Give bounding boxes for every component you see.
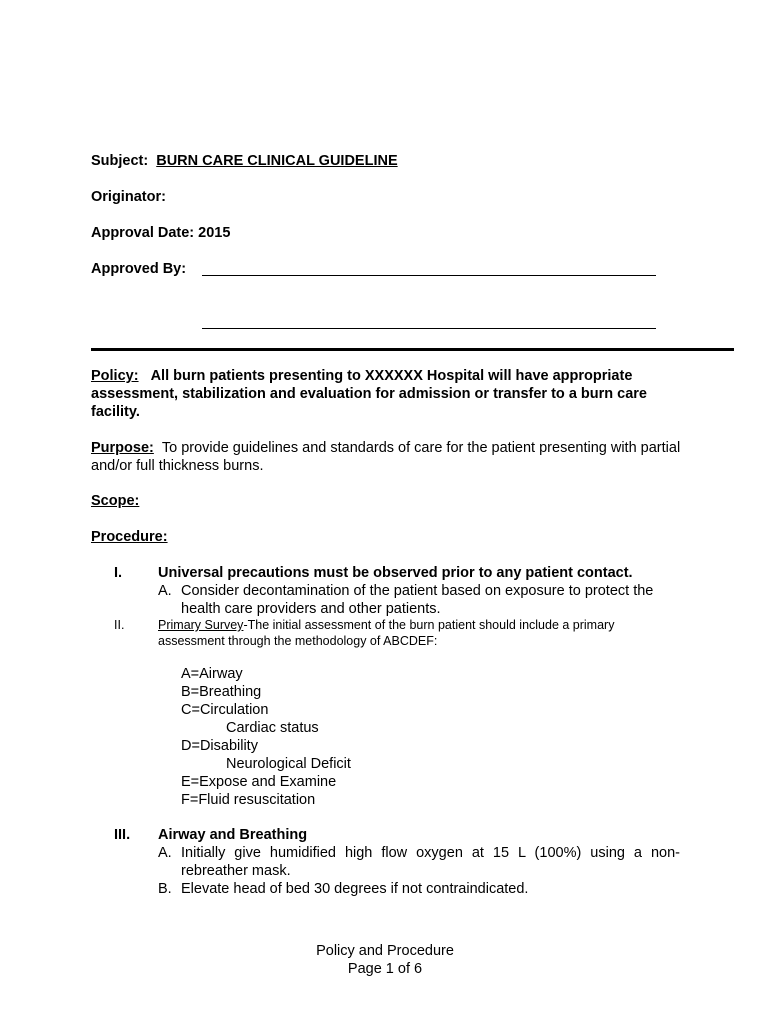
signature-line-1: [202, 275, 656, 276]
abcdef-subitem: Neurological Deficit: [226, 756, 351, 772]
section-divider: [91, 348, 734, 351]
section-2-numeral: II.: [114, 618, 125, 632]
approval-date-value: 2015: [198, 225, 231, 241]
section-3-title: Airway and Breathing: [158, 827, 308, 843]
originator-label: Originator:: [91, 189, 166, 205]
section-2-text-line1: -The initial assessment of the burn patient should include a primary: [243, 618, 615, 632]
section-3-item-b-letter: B.: [158, 881, 172, 897]
abcdef-item: B=Breathing: [181, 684, 262, 700]
approved-by-label: Approved By:: [91, 261, 187, 277]
subject-line: [91, 153, 398, 169]
section-1-item-a-line1: Consider decontamination of the patient based on exposure to protect the: [181, 583, 654, 599]
section-3-item-a-line1: Initially give humidified high flow oxygen at 15 L (100%) using a non-: [181, 845, 680, 861]
section-2-text-line2: assessment through the methodology of ABCDEF:: [158, 634, 438, 648]
abcdef-item: E=Expose and Examine: [181, 774, 337, 790]
purpose-label: Purpose:: [91, 440, 154, 456]
subject-value: BURN CARE CLINICAL GUIDELINE: [156, 153, 398, 169]
section-3-item-b-line1: Elevate head of bed 30 degrees if not contraindicated.: [181, 881, 529, 897]
primary-survey-link: Primary Survey: [158, 618, 244, 632]
policy-text: All burn patients presenting to XXXXXX Hospital will have appropriate assessment, stabilization and evaluation for admission or transfer to a burn care facility.: [91, 368, 647, 420]
section-3-item-a-line2: rebreather mask.: [181, 863, 291, 879]
purpose-paragraph: [91, 439, 686, 475]
abcdef-item: F=Fluid resuscitation: [181, 792, 316, 808]
abcdef-item: D=Disability: [181, 738, 258, 754]
abcdef-item: C=Circulation: [181, 702, 269, 718]
section-1-item-a-letter: A.: [158, 583, 172, 599]
procedure-label: Procedure:: [91, 529, 168, 545]
signature-line-2: [202, 328, 656, 329]
policy-paragraph: [91, 367, 691, 421]
subject-label: Subject:: [91, 153, 149, 169]
purpose-text: To provide guidelines and standards of care for the patient presenting with partial and/or full thickness burns.: [91, 440, 681, 474]
abcdef-subitem: Cardiac status: [226, 720, 319, 736]
footer-title: Policy and Procedure: [316, 943, 454, 959]
section-3-item-a-letter: A.: [158, 845, 172, 861]
policy-label: Policy:: [91, 368, 139, 384]
approval-date-line: [91, 225, 230, 241]
section-1-title: Universal precautions must be observed prior to any patient contact.: [158, 565, 633, 581]
footer-page-number: Page 1 of 6: [347, 961, 423, 977]
approval-date-label: Approval Date:: [91, 225, 195, 241]
section-3-numeral: III.: [114, 827, 131, 843]
scope-label: Scope:: [91, 493, 140, 509]
section-2-line1: [158, 618, 614, 632]
section-1-item-a-line2: health care providers and other patients.: [181, 601, 441, 617]
abcdef-item: A=Airway: [181, 666, 243, 682]
section-1-numeral: I.: [114, 565, 123, 581]
